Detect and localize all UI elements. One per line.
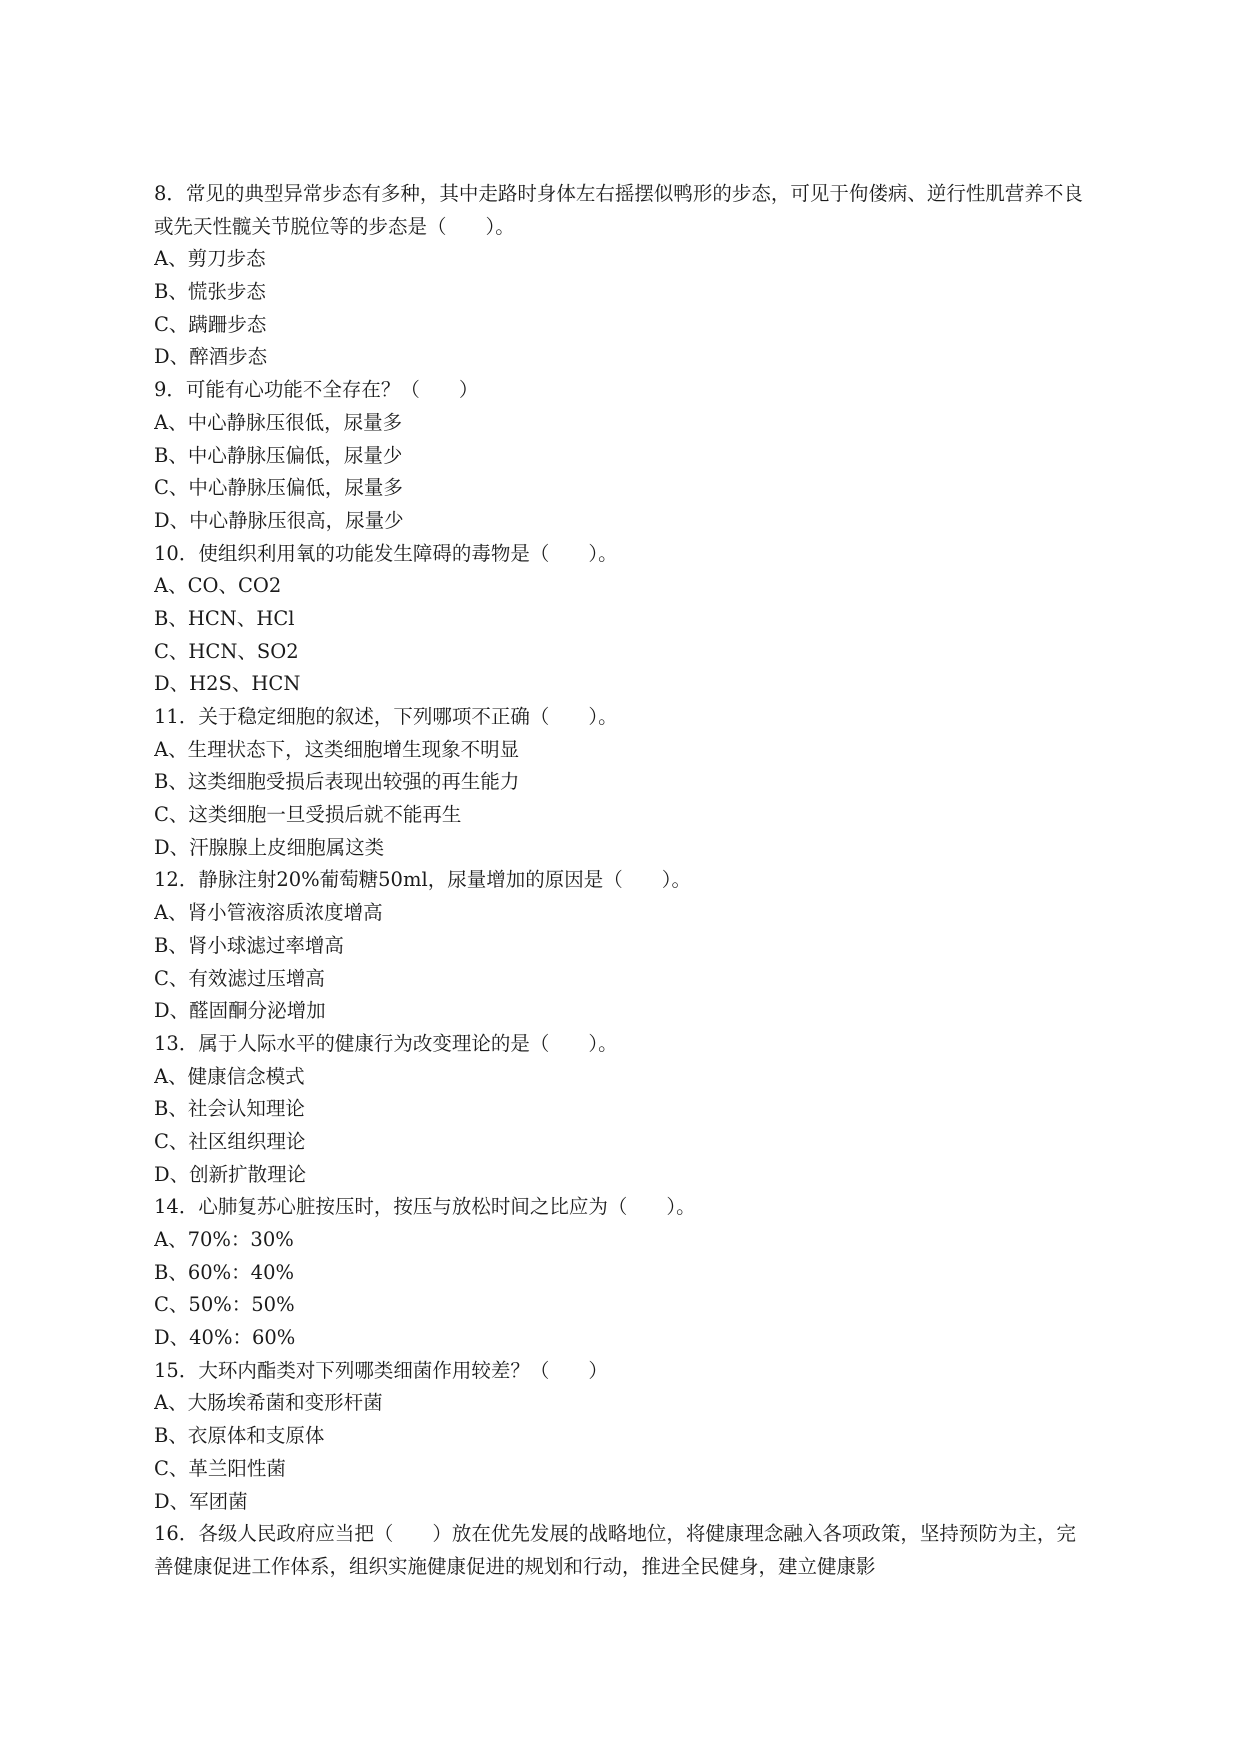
question-10-stem: 10．使组织利用氧的功能发生障碍的毒物是（ ）。 [154, 541, 618, 565]
question-14-stem: 14．心肺复苏心脏按压时，按压与放松时间之比应为（ ）。 [154, 1195, 696, 1219]
question-14-option-a: A、70%：30% [154, 1228, 294, 1252]
question-8-option-a: A、剪刀步态 [154, 247, 266, 271]
question-11-option-d: D、汗腺腺上皮细胞属这类 [154, 835, 385, 859]
question-8-option-c: C、蹒跚步态 [154, 312, 267, 336]
question-14-option-b: B、60%：40% [154, 1260, 295, 1284]
question-9-option-d: D、中心静脉压很高，尿量少 [154, 508, 404, 532]
question-8-option-b: B、慌张步态 [154, 280, 266, 304]
question-13-option-c: C、社区组织理论 [154, 1129, 306, 1153]
question-8-stem: 8．常见的典型异常步态有多种，其中走路时身体左右摇摆似鸭形的步态，可见于佝偻病、逆行性肌营养不良或先天性髋关节脱位等的步态是（ ）。 [154, 182, 1083, 238]
question-13-option-d: D、创新扩散理论 [154, 1162, 307, 1186]
question-11-stem: 11．关于稳定细胞的叙述，下列哪项不正确（ ）。 [154, 705, 618, 729]
question-12-option-d: D、醛固酮分泌增加 [154, 999, 326, 1023]
question-12-option-a: A、肾小管液溶质浓度增高 [154, 901, 383, 925]
question-12-option-c: C、有效滤过压增高 [154, 966, 325, 990]
question-11-option-c: C、这类细胞一旦受损后就不能再生 [154, 803, 462, 827]
exam-page [154, 178, 1084, 1584]
question-12-stem: 12．静脉注射20%葡萄糖50ml，尿量增加的原因是（ ）。 [154, 868, 691, 892]
question-15-stem: 15．大环内酯类对下列哪类细菌作用较差？（ ） [154, 1358, 608, 1382]
question-13-stem: 13．属于人际水平的健康行为改变理论的是（ ）。 [154, 1031, 618, 1055]
question-9-option-a: A、中心静脉压很低，尿量多 [154, 410, 403, 434]
question-13-option-a: A、健康信念模式 [154, 1064, 305, 1088]
question-13-option-b: B、社会认知理论 [154, 1097, 305, 1121]
question-15-option-a: A、大肠埃希菌和变形杆菌 [154, 1391, 383, 1415]
question-12-option-b: B、肾小球滤过率增高 [154, 933, 344, 957]
question-14-option-d: D、40%：60% [154, 1326, 296, 1350]
question-9-option-c: C、中心静脉压偏低，尿量多 [154, 476, 403, 500]
question-11-option-a: A、生理状态下，这类细胞增生现象不明显 [154, 737, 520, 761]
question-15-option-d: D、军团菌 [154, 1489, 248, 1513]
question-9-stem: 9．可能有心功能不全存在？（ ） [154, 378, 479, 402]
question-16-stem: 16．各级人民政府应当把（ ）放在优先发展的战略地位，将健康理念融入各项政策，坚持预防为主，完善健康促进工作体系，组织实施健康促进的规划和行动，推进全民健身，建立健康影 [154, 1522, 1076, 1578]
question-10-option-c: C、HCN、SO2 [154, 639, 299, 663]
question-10-option-b: B、HCN、HCl [154, 606, 295, 630]
question-8-option-d: D、醉酒步态 [154, 345, 268, 369]
question-14-option-c: C、50%：50% [154, 1293, 295, 1317]
question-10-option-d: D、H2S、HCN [154, 672, 301, 696]
question-15-option-c: C、革兰阳性菌 [154, 1456, 286, 1480]
question-10-option-a: A、CO、CO2 [154, 574, 282, 598]
question-11-option-b: B、这类细胞受损后表现出较强的再生能力 [154, 770, 520, 794]
question-9-option-b: B、中心静脉压偏低，尿量少 [154, 443, 403, 467]
question-15-option-b: B、衣原体和支原体 [154, 1424, 325, 1448]
